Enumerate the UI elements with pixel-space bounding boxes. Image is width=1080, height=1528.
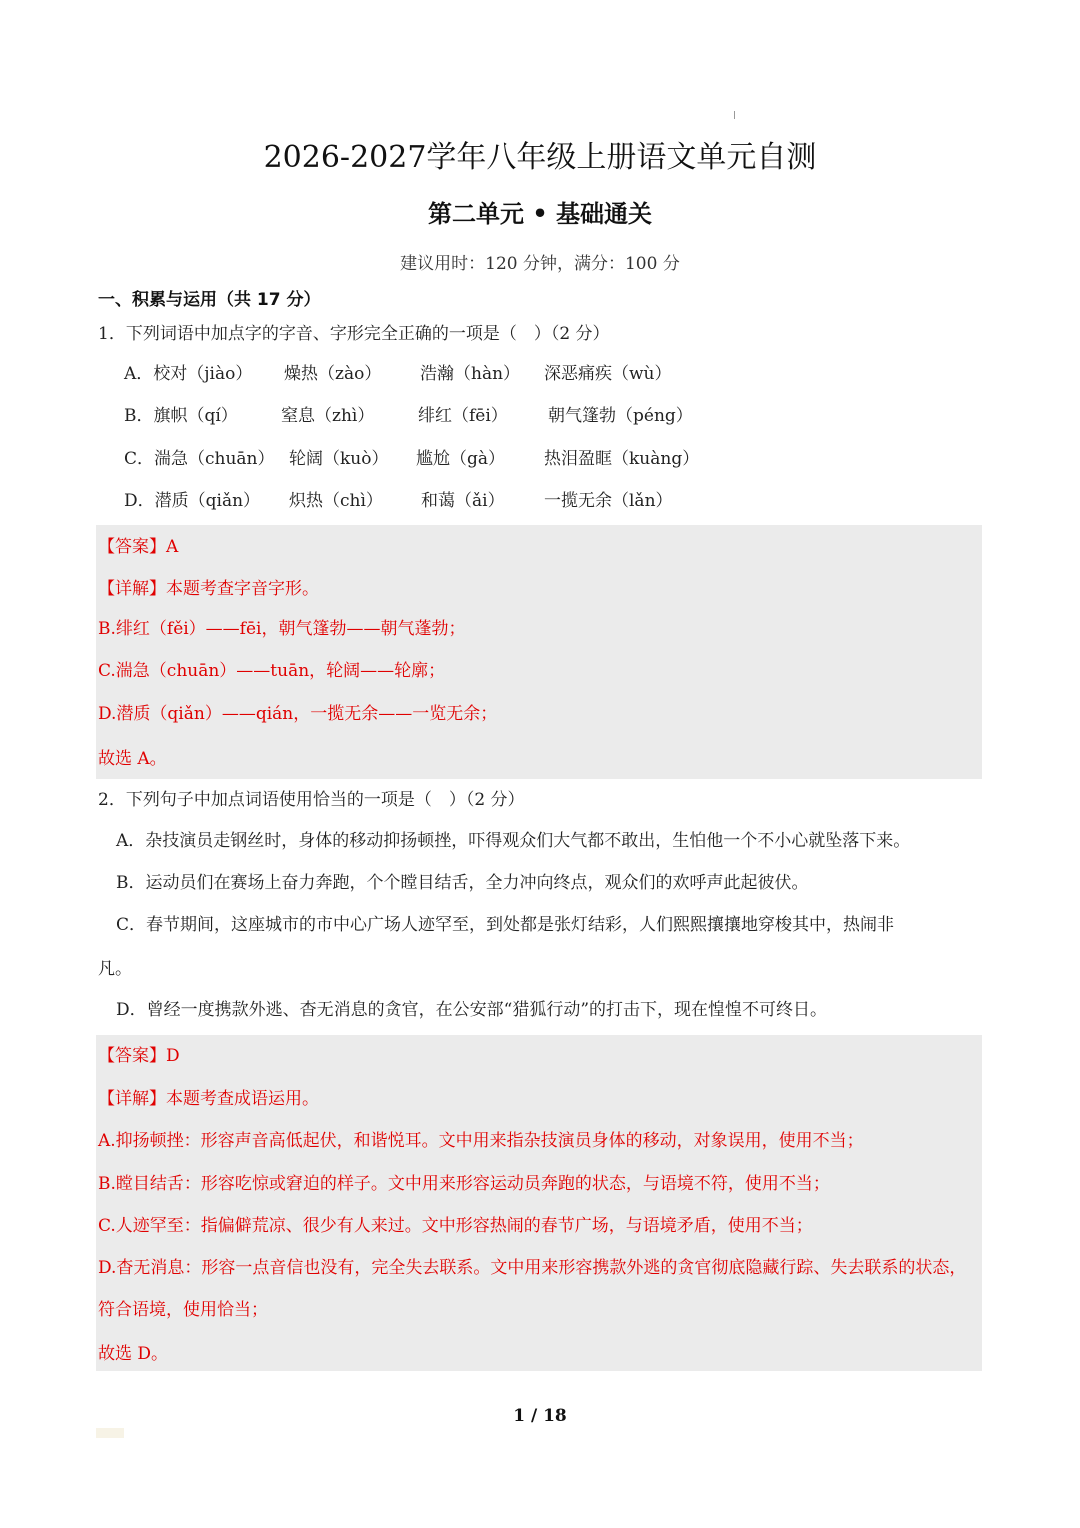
q1-c-1: C．湍急（chuān） xyxy=(124,449,275,469)
q1-d-3: 和蔼（ǎi） xyxy=(421,491,505,511)
q2-answer-box xyxy=(96,1035,982,1371)
q1-b-1: B．旗帜（qí） xyxy=(124,406,238,426)
q2-option-d: D．曾经一度携款外逃、杳无消息的贪官，在公安部“猎狐行动”的打击下，现在惶惶不可终日。 xyxy=(116,1000,828,1020)
q2-answer-label: 【答案】D xyxy=(98,1046,180,1066)
q1-a-3: 浩瀚（hàn） xyxy=(420,364,521,384)
q2-option-c: C．春节期间，这座城市的市中心广场人迹罕至，到处都是张灯结彩，人们熙熙攘攘地穿梭其中，热闹非 xyxy=(116,915,895,935)
q2-stem: 2．下列句子中加点词语使用恰当的一项是（ ）（2 分） xyxy=(98,790,525,810)
q1-a-2: 燥热（zào） xyxy=(284,364,382,384)
q1-answer-box xyxy=(96,525,982,779)
q1-answer-label: 【答案】A xyxy=(98,537,179,557)
q1-answer-line: B.绯红（fěi）——fēi，朝气篷勃——朝气蓬勃； xyxy=(98,619,466,639)
q2-answer-line: C.人迹罕至：指偏僻荒凉、很少有人来过。文中形容热闹的春节广场，与语境矛盾，使用不当； xyxy=(98,1216,813,1236)
cursor-mark xyxy=(734,111,735,119)
page-number: 1 / 18 xyxy=(513,1406,567,1426)
q2-answer-line: B.瞠目结舌：形容吃惊或窘迫的样子。文中用来形容运动员奔跑的状态，与语境不符，使用不当； xyxy=(98,1174,830,1194)
q1-answer-conclusion: 故选 A。 xyxy=(98,749,167,769)
q2-answer-line: D.杳无消息：形容一点音信也没有，完全失去联系。文中用来形容携款外逃的贪官彻底隐藏行踪、失去联系的状态，符合语境，使用恰当； xyxy=(98,1258,967,1320)
q1-a-4: 深恶痛疾（wù） xyxy=(544,364,672,384)
q1-answer-detail: 【详解】本题考查字音字形。 xyxy=(98,579,319,599)
q1-stem: 1．下列词语中加点字的字音、字形完全正确的一项是（ ）（2 分） xyxy=(98,324,610,344)
q1-d-2: 炽热（chì） xyxy=(289,491,383,511)
q2-answer-conclusion: 故选 D。 xyxy=(98,1344,169,1364)
q2-option-a: A．杂技演员走钢丝时，身体的移动抑扬顿挫，吓得观众们大气都不敢出，生怕他一个不小心就坠落下来。 xyxy=(116,831,911,851)
q1-answer-line: C.湍急（chuān）——tuān，轮阔——轮廓； xyxy=(98,661,446,681)
q1-a-1: A．校对（jiào） xyxy=(124,364,253,384)
q2-option-c-cont: 凡。 xyxy=(98,959,132,979)
page-title: 2026-2027学年八年级上册语文单元自测 xyxy=(263,140,817,175)
q1-c-2: 轮阔（kuò） xyxy=(289,449,389,469)
q1-b-3: 绯红（fēi） xyxy=(418,406,508,426)
q2-answer-detail: 【详解】本题考查成语运用。 xyxy=(98,1089,319,1109)
q1-d-1: D．潜质（qiǎn） xyxy=(124,491,261,511)
q1-answer-line: D.潜质（qiǎn）——qián，一揽无余——一览无余； xyxy=(98,704,498,724)
corner-mark xyxy=(96,1428,124,1438)
q1-d-4: 一揽无余（lǎn） xyxy=(544,491,673,511)
page-subtitle: 第二单元 • 基础通关 xyxy=(427,199,653,228)
q2-answer-line: A.抑扬顿挫：形容声音高低起伏，和谐悦耳。文中用来指杂技演员身体的移动，对象误用，使用不当； xyxy=(98,1131,864,1151)
q1-b-2: 窒息（zhì） xyxy=(281,406,375,426)
exam-meta: 建议用时：120 分钟，满分：100 分 xyxy=(400,254,680,274)
q1-c-3: 尴尬（gà） xyxy=(416,449,506,469)
section-heading: 一、积累与运用（共 17 分） xyxy=(98,290,321,310)
q1-b-4: 朝气篷勃（péng） xyxy=(548,406,693,426)
q1-c-4: 热泪盈眶（kuàng） xyxy=(544,449,700,469)
q2-option-b: B．运动员们在赛场上奋力奔跑，个个瞠目结舌，全力冲向终点，观众们的欢呼声此起彼伏。 xyxy=(116,873,809,893)
